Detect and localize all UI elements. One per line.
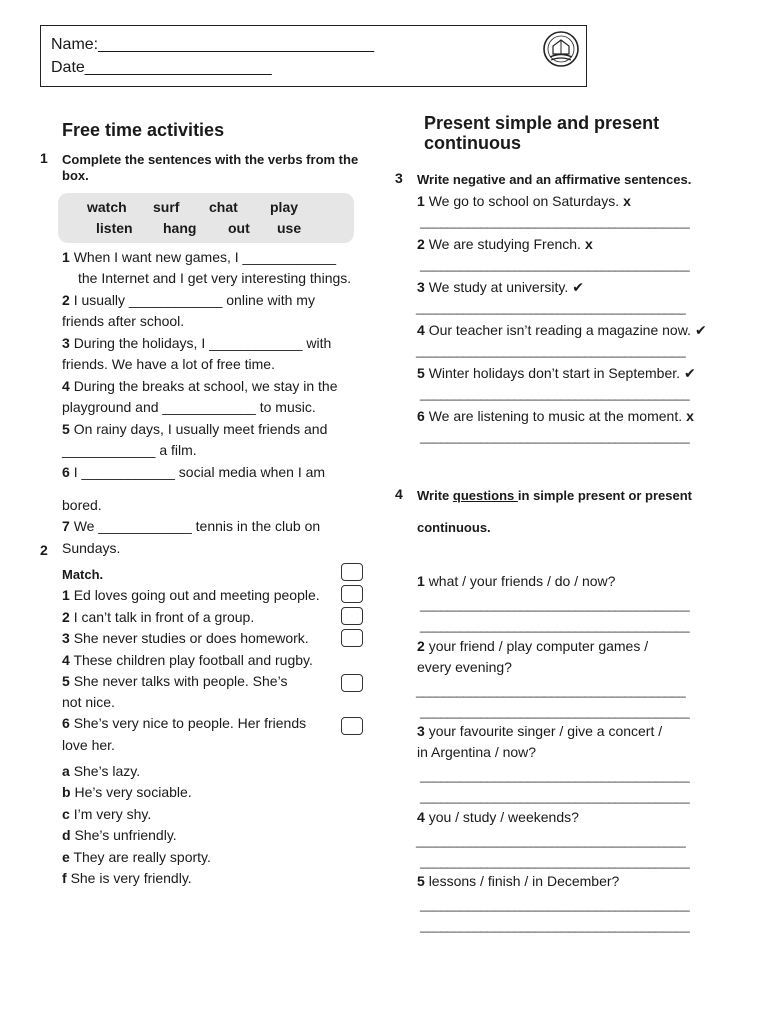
ex1-item-2: 2 I usually ____________ online with my — [62, 292, 315, 308]
match-box-5[interactable] — [341, 674, 363, 692]
ex1-item-4-cont: playground and ____________ to music. — [62, 399, 316, 415]
answer-line[interactable]: ________________________________________ — [420, 897, 690, 912]
ex2-item-2: 2 I can’t talk in front of a group. — [62, 609, 255, 625]
ex3-item-3: 3 We study at university. ✔ — [417, 279, 584, 295]
ex4-item-1: 1 what / your friends / do / now? — [417, 573, 616, 589]
word-box-word: play — [270, 199, 299, 215]
ex3-item-1: 1 We go to school on Saturdays. x — [417, 193, 631, 209]
ex2-item-6-cont: love her. — [62, 737, 115, 753]
cross-mark: x — [686, 408, 694, 424]
ex1-item-5: 5 On rainy days, I usually meet friends and — [62, 421, 328, 437]
ex3-number: 3 — [395, 170, 403, 186]
ex3-item-6: 6 We are listening to music at the moment. x — [417, 408, 694, 424]
ex4-instruction-cont: continuous. — [417, 520, 491, 535]
answer-line[interactable]: ________________________________________ — [416, 343, 686, 358]
ex2-item-5: 5 She never talks with people. She’s — [62, 673, 288, 689]
ex2-number: 2 — [40, 542, 48, 558]
cross-mark: x — [584, 236, 593, 252]
word-box-word: watch — [87, 199, 127, 215]
header-box — [40, 25, 587, 87]
word-box-word: chat — [209, 199, 238, 215]
date-field[interactable]: Date_____________________ — [51, 59, 272, 76]
ex2-answer-c: c I’m very shy. — [62, 806, 152, 822]
answer-line[interactable]: ________________________________________ — [420, 597, 690, 612]
left-title: Free time activities — [62, 120, 225, 140]
word-box-word: use — [277, 220, 302, 236]
ex1-item-6-cont: bored. — [62, 497, 102, 513]
school-logo-icon — [543, 30, 579, 70]
ex2-answer-d: d She’s unfriendly. — [62, 827, 177, 843]
answer-line[interactable]: ________________________________________ — [420, 854, 690, 869]
answer-line[interactable]: ________________________________________ — [420, 618, 690, 633]
right-title-line1: Present simple and present — [424, 113, 660, 133]
answer-line[interactable]: ________________________________________ — [420, 386, 690, 401]
ex1-item-1-cont: the Internet and I get very interesting things. — [78, 270, 352, 286]
answer-line[interactable]: ________________________________________ — [420, 768, 690, 783]
match-box-4[interactable] — [341, 629, 363, 647]
name-field[interactable]: Name:_______________________________ — [51, 36, 374, 53]
match-box-6[interactable] — [341, 717, 363, 735]
ex1-number: 1 — [40, 150, 48, 166]
ex4-item-5: 5 lessons / finish / in December? — [417, 873, 620, 889]
ex3-item-2: 2 We are studying French. x — [417, 236, 593, 252]
answer-line[interactable]: ________________________________________ — [420, 918, 690, 933]
ex2-answer-f: f She is very friendly. — [62, 870, 192, 886]
match-box-1[interactable] — [341, 563, 363, 581]
ex1-item-2-cont: friends after school. — [62, 313, 185, 329]
ex1-item-5-cont: ____________ a film. — [62, 442, 197, 458]
ex1-item-7-cont: Sundays. — [62, 540, 121, 556]
ex2-item-4: 4 These children play football and rugby. — [62, 652, 313, 668]
ex4-instruction: Write questions in simple present or present — [417, 488, 693, 503]
ex4-item-2-cont: every evening? — [417, 659, 512, 675]
ex2-answer-e: e They are really sporty. — [62, 849, 211, 865]
ex4-item-2: 2 your friend / play computer games / — [417, 638, 649, 654]
match-box-3[interactable] — [341, 607, 363, 625]
right-title-line2: continuous — [424, 133, 521, 153]
answer-line[interactable]: ________________________________________ — [416, 683, 686, 698]
word-box-word: surf — [153, 199, 180, 215]
answer-line[interactable]: ________________________________________ — [420, 789, 690, 804]
ex1-item-4: 4 During the breaks at school, we stay in the — [62, 378, 338, 394]
ex2-answer-a: a She’s lazy. — [62, 763, 141, 779]
cross-mark: x — [623, 193, 631, 209]
ex2-answer-b: b He’s very sociable. — [62, 784, 192, 800]
word-box-word: out — [228, 220, 250, 236]
word-box-word: hang — [163, 220, 197, 236]
answer-line[interactable]: ________________________________________ — [416, 300, 686, 315]
ex1-item-3-cont: friends. We have a lot of free time. — [62, 356, 275, 372]
ex3-instruction: Write negative and an affirmative sentences. — [417, 172, 692, 187]
check-mark-icon: ✔ — [694, 322, 707, 338]
ex4-item-3: 3 your favourite singer / give a concert / — [417, 723, 663, 739]
ex2-instruction: Match. — [62, 567, 104, 582]
check-mark-icon: ✔ — [684, 365, 696, 381]
ex1-item-6: 6 I ____________ social media when I am — [62, 464, 326, 480]
answer-line[interactable]: ________________________________________ — [420, 704, 690, 719]
check-mark-icon: ✔ — [572, 279, 584, 295]
ex1-item-1: 1 When I want new games, I ____________ — [62, 249, 336, 265]
answer-line[interactable]: ________________________________________ — [420, 257, 690, 272]
ex4-item-4: 4 you / study / weekends? — [417, 809, 579, 825]
ex3-item-4: 4 Our teacher isn’t reading a magazine now. ✔ — [417, 322, 707, 338]
answer-line[interactable]: ________________________________________ — [420, 429, 690, 444]
ex4-item-3-cont: in Argentina / now? — [417, 744, 537, 760]
ex3-item-5: 5 Winter holidays don’t start in September. ✔ — [417, 365, 696, 381]
word-box-word: listen — [96, 220, 133, 236]
ex2-item-5-cont: not nice. — [62, 694, 115, 710]
ex1-item-7: 7 We ____________ tennis in the club on — [62, 518, 321, 534]
answer-line[interactable]: ________________________________________ — [416, 833, 686, 848]
ex1-instruction: Complete the sentences with the verbs from the box. — [62, 152, 359, 183]
ex1-item-3: 3 During the holidays, I ____________ with — [62, 335, 332, 351]
ex2-item-3: 3 She never studies or does homework. — [62, 630, 309, 646]
ex4-number: 4 — [395, 486, 403, 502]
match-box-2[interactable] — [341, 585, 363, 603]
ex2-item-6: 6 She’s very nice to people. Her friends — [62, 715, 307, 731]
ex2-item-1: 1 Ed loves going out and meeting people. — [62, 587, 320, 603]
answer-line[interactable]: ________________________________________ — [420, 214, 690, 229]
